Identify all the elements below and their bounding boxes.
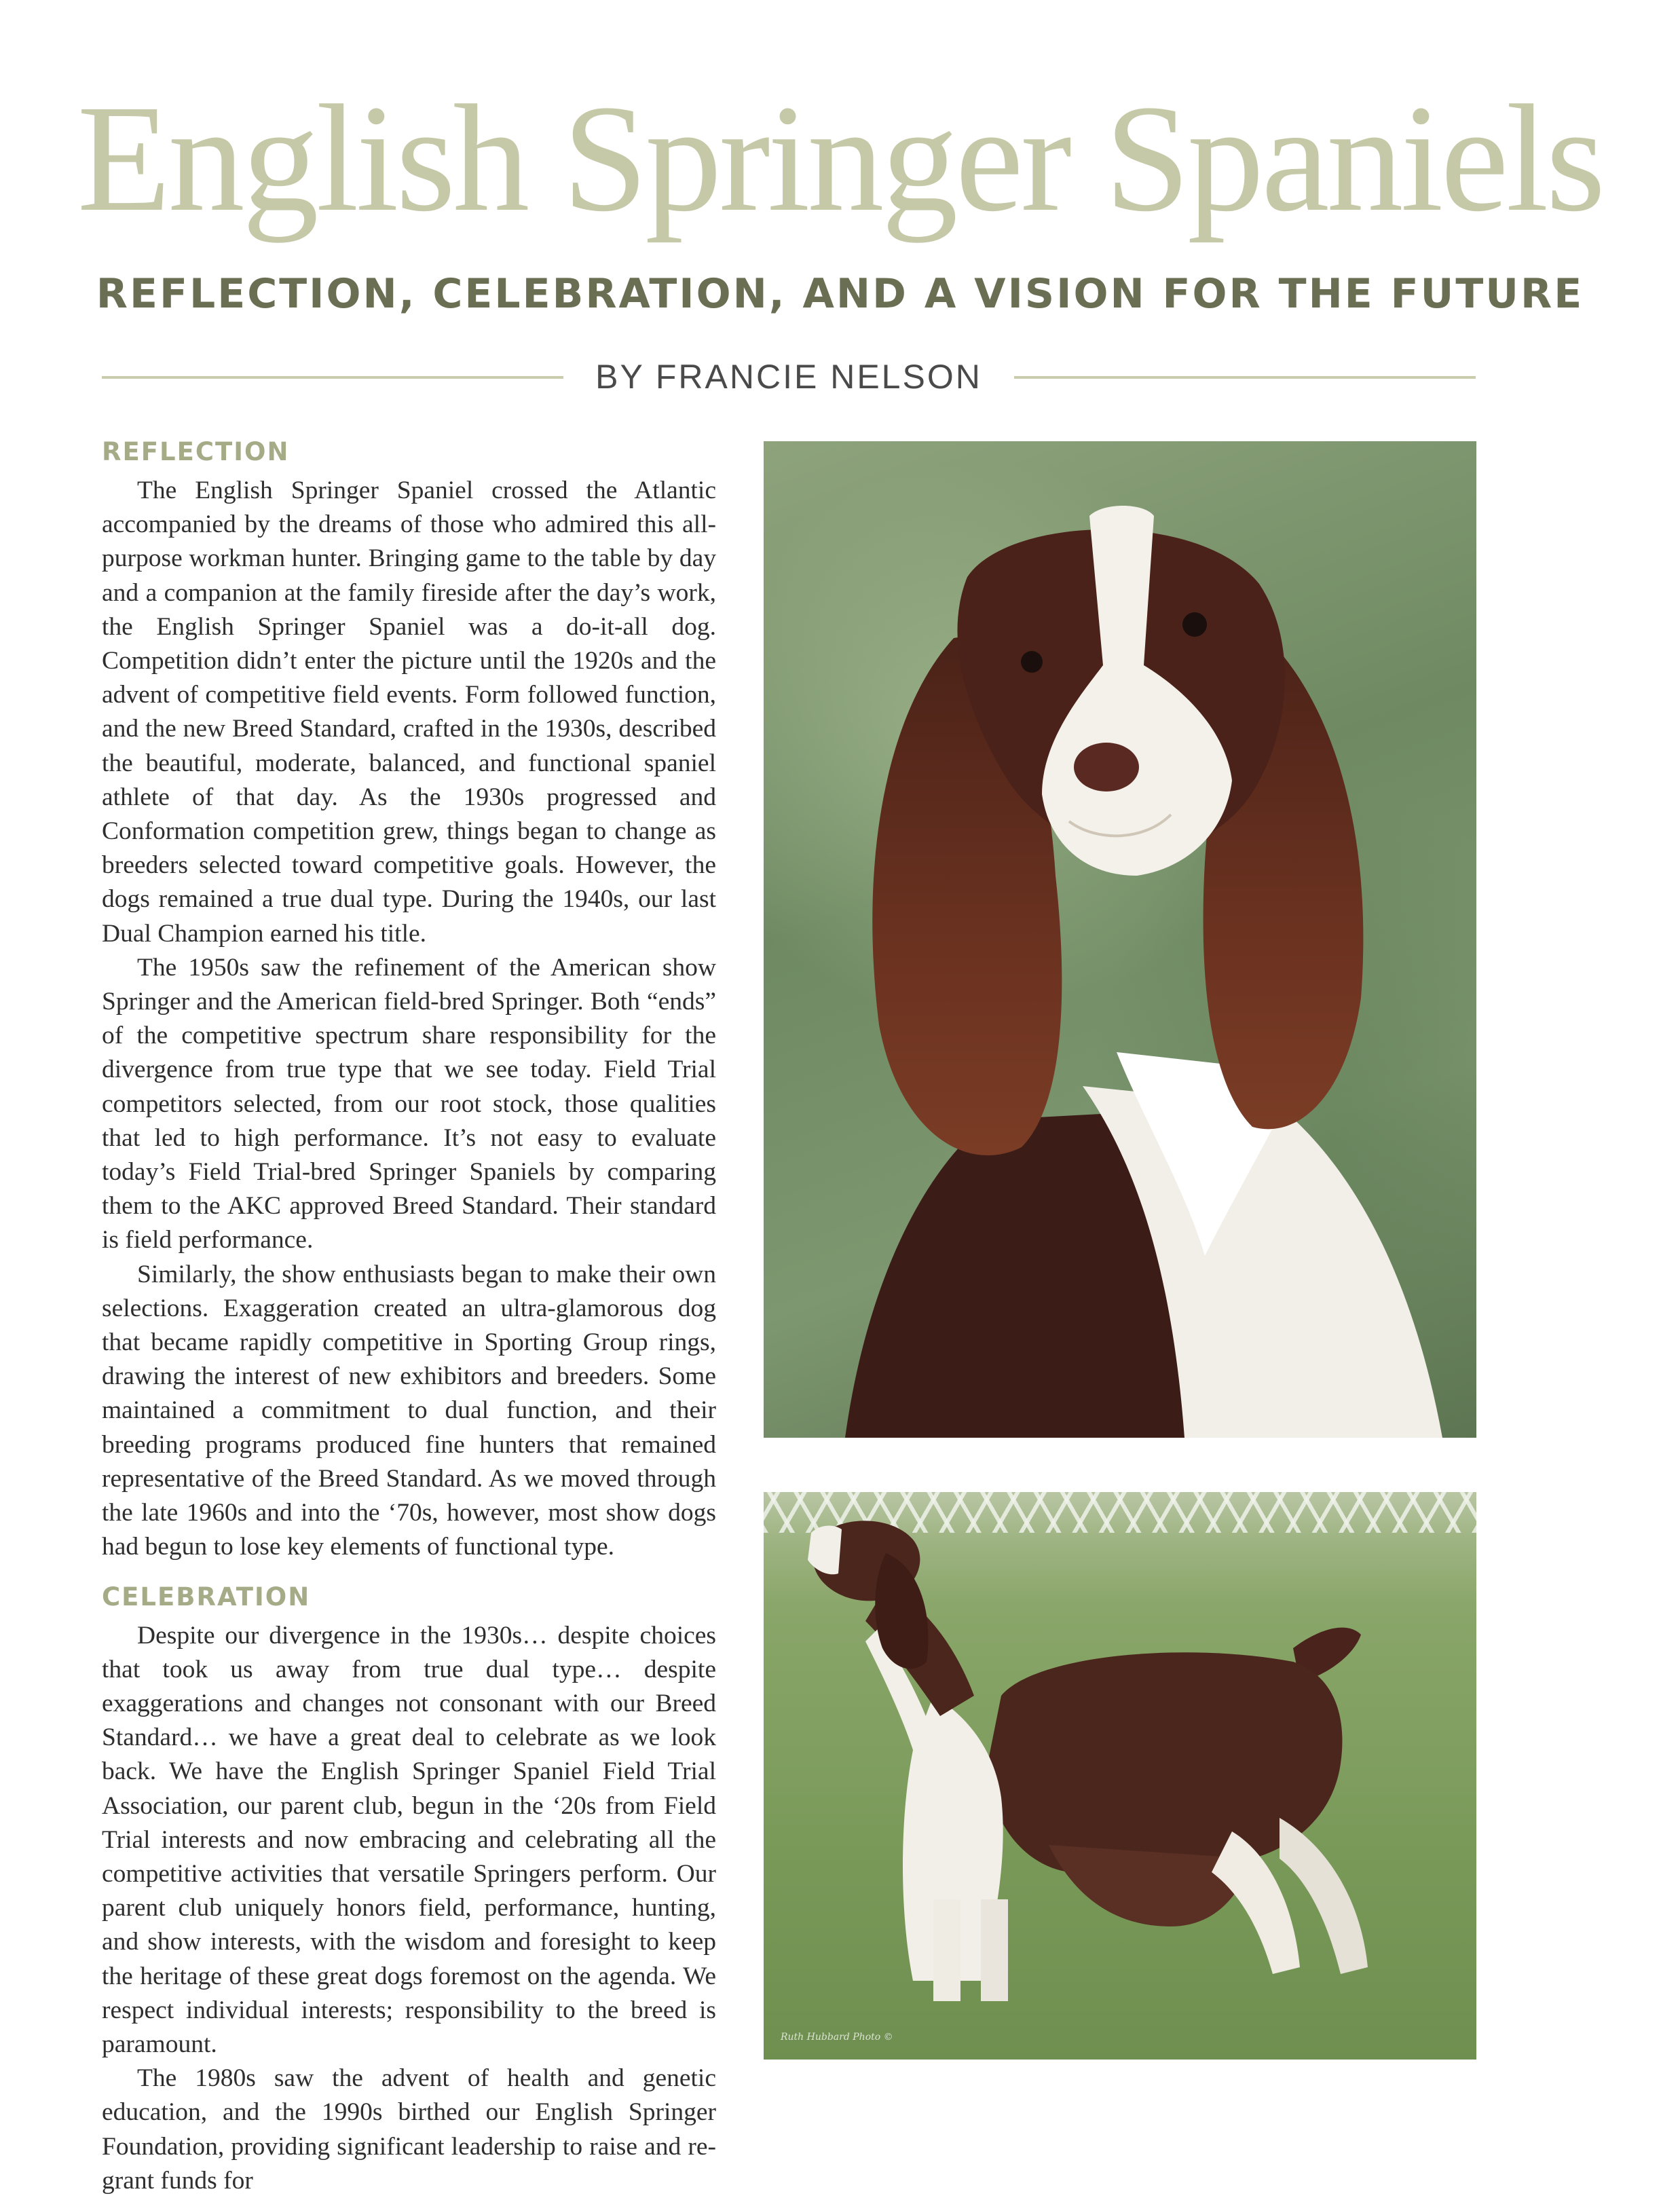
article-title: English Springer Spaniels (77, 73, 1603, 243)
paragraph: The 1950s saw the refinement of the American show Springer and the American field-bred Springer. Both “ends” of the competitive spectrum share responsibility for the divergence from true type that we see today. Field Trial competitors selected, from our root stock, those qualities that led to high performance. It’s not easy to evaluate today’s Field Trial-bred Springer Spaniels by comparing them to the AKC approved Breed Standard. Their standard is field performance. (102, 953, 716, 1254)
spaniel-standing-photo (764, 1492, 1476, 2060)
section-reflection (102, 434, 716, 1565)
spaniel-portrait-photo (764, 441, 1476, 1438)
paragraph: Similarly, the show enthusiasts began to make their own selections. Exaggeration created an ultra-glamorous dog that became rapidly competitive in Sporting Group rings, drawing the interest of new exhibitors and breeders. Some maintained a commitment to dual function, and their breeding programs produced fine hunters that remained representative of the Breed Standard. As we moved through the late 1960s and into the ‘70s, however, most show dogs had begun to lose key elements of functional type. (102, 1260, 716, 1561)
spaniel-standing-illustration (764, 1492, 1476, 2060)
photo-credit: Ruth Hubbard Photo © (781, 2032, 893, 2043)
section-heading: CELEBRATION (102, 1582, 311, 1612)
byline: BY FRANCIE NELSON (595, 358, 982, 396)
paragraph: Despite our divergence in the 1930s… despite choices that took us away from true dual type… despite exaggerations and changes not consonant with our Breed Standard… we have a great deal to celebrate as we look back. We have the English Springer Spaniel Field Trial Association, our parent club, begun in the ‘20s from Field Trial interests and now embracing and celebrating all the competitive activities that versatile Springers perform. Our parent club uniquely honors field, performance, hunting, and show interests, with the wisdom and foresight to keep the heritage of these great dogs foremost on the agenda. We respect individual interests; responsibility to the breed is paramount. (102, 1621, 716, 2058)
spaniel-portrait-illustration (764, 441, 1476, 1438)
section-heading: REFLECTION (102, 437, 290, 466)
byline-rule-right (1014, 376, 1476, 379)
section-celebration (102, 1580, 716, 2198)
byline-row (102, 353, 1476, 401)
text-column (102, 434, 716, 2198)
paragraph: The 1980s saw the advent of health and genetic education, and the 1990s birthed our English Springer Foundation, providing significant leadership to raise and re-grant funds for (102, 2064, 716, 2195)
article-subtitle: REFLECTION, CELEBRATION, AND A VISION FOR THE FUTURE (96, 270, 1584, 318)
paragraph: The English Springer Spaniel crossed the Atlantic accompanied by the dreams of those who admired this all-purpose workman hunter. Bringing game to the table by day and a companion at the family fireside after the day’s work, the English Springer Spaniel was a do-it-all dog. Competition didn’t enter the picture until the 1920s and the advent of competitive field events. Form followed function, and the new Breed Standard, crafted in the 1930s, described the beautiful, moderate, balanced, and functional spaniel athlete of that day. As the 1930s progressed and Conformation competition grew, things began to change as breeders selected toward competitive goals. However, the dogs remained a true dual type. During the 1940s, our last Dual Champion earned his title. (102, 477, 716, 948)
